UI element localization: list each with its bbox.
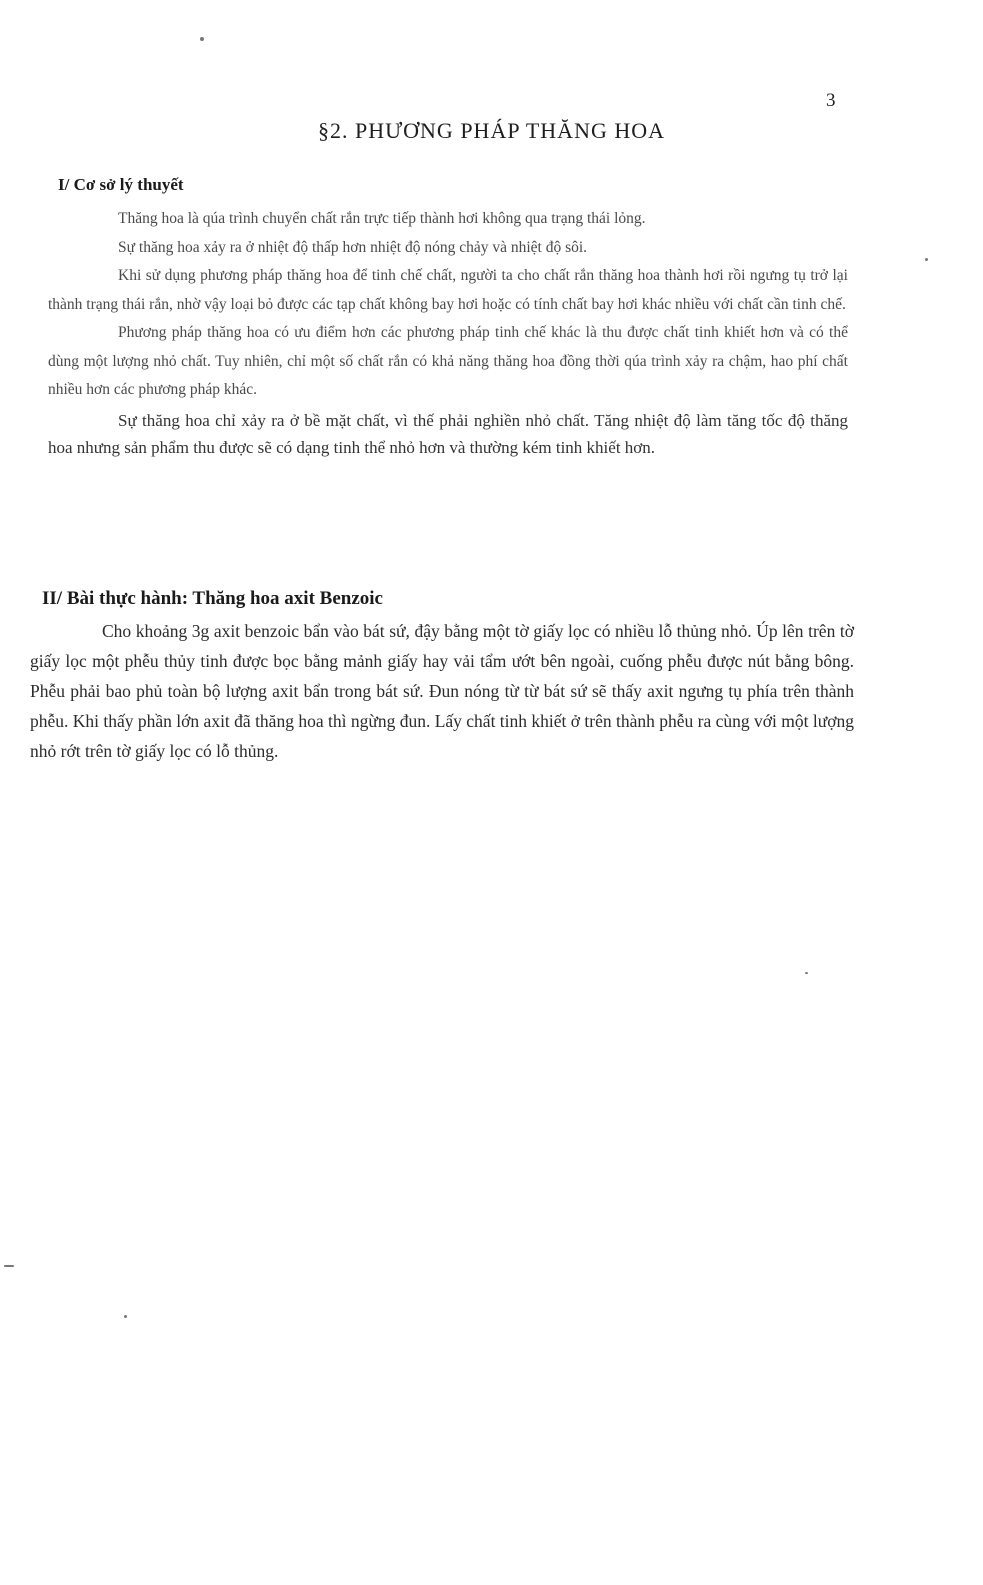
scan-speck	[124, 1315, 127, 1318]
paragraph: Sự thăng hoa chỉ xảy ra ở bề mặt chất, vì thế phải nghiền nhỏ chất. Tăng nhiệt độ làm tăng tốc độ thăng hoa nhưng sản phẩm thu được sẽ có dạng tinh thể nhỏ hơn và thường kém tinh khiết hơn.	[48, 410, 848, 457]
scan-speck	[4, 1265, 14, 1267]
scan-speck	[805, 972, 808, 974]
paragraph: Thăng hoa là qúa trình chuyển chất rắn trực tiếp thành hơi không qua trạng thái lỏng.	[118, 210, 646, 227]
paragraph: Khi sử dụng phương pháp thăng hoa để tinh chế chất, người ta cho chất rắn thăng hoa thành hơi rồi ngưng tụ trở lại thành trạng thái rắn, nhờ vậy loại bỏ được các tạp chất không bay hơi hoặc có tính chất bay hơi khác nhiều với chất cần tinh chế.	[48, 267, 848, 313]
theory-section	[48, 205, 848, 461]
paragraph: Phương pháp thăng hoa có ưu điểm hơn các phương pháp tinh chế khác là thu được chất tinh khiết hơn và có thể dùng một lượng nhỏ chất. Tuy nhiên, chỉ một số chất rắn có khả năng thăng hoa đồng thời qúa trình xảy ra chậm, hao phí chất nhiều hơn các phương pháp khác.	[48, 324, 848, 398]
section-heading-theory: I/ Cơ sở lý thuyết	[58, 175, 184, 194]
page-number: 3	[826, 90, 836, 111]
section-heading-practice: II/ Bài thực hành: Thăng hoa axit Benzoic	[42, 588, 383, 609]
paragraph: Cho khoảng 3g axit benzoic bẩn vào bát sứ, đậy bằng một tờ giấy lọc có nhiều lỗ thủng nhỏ. Úp lên trên tờ giấy lọc một phễu thủy tinh được bọc bằng mảnh giấy hay vải tẩm ướt bên ngoài, cuống phễu được nút bằng bông. Phễu phải bao phủ toàn bộ lượng axit bẩn trong bát sứ. Đun nóng từ từ bát sứ sẽ thấy axit ngưng tụ phía trên thành phễu. Khi thấy phần lớn axit đã thăng hoa thì ngừng đun. Lấy chất tinh khiết ở trên thành phễu ra cùng với một lượng nhỏ rớt trên tờ giấy lọc có lỗ thủng.	[30, 621, 854, 761]
scan-speck	[200, 37, 204, 41]
practice-section	[30, 616, 854, 766]
paragraph: Sự thăng hoa xảy ra ở nhiệt độ thấp hơn nhiệt độ nóng chảy và nhiệt độ sôi.	[118, 238, 588, 256]
scan-speck	[925, 258, 928, 261]
page-title: §2. PHƯƠNG PHÁP THĂNG HOA	[317, 118, 666, 143]
